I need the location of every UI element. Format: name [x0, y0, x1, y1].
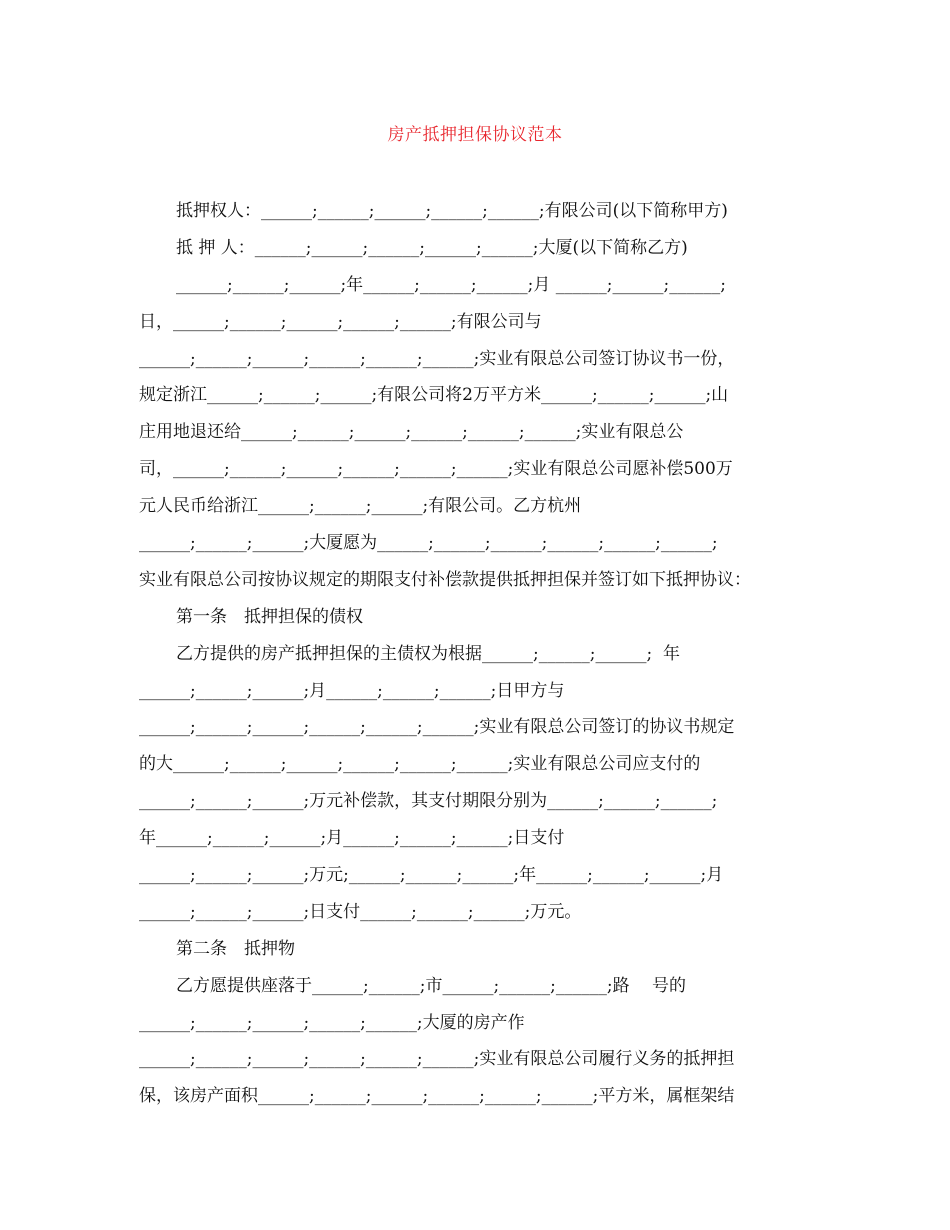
body-line: 司，______;______;______;______;______;______;实业有限总公司愿补偿500万 — [139, 459, 733, 480]
body-line: 抵押权人：______;______;______;______;______;有限公司(以下简称甲方) — [176, 201, 728, 221]
body-line: ______;______;______;年______;______;______;月 ______;______;______; — [176, 274, 726, 295]
body-line: 元人民币给浙江______;______;______;有限公司。乙方杭州 — [139, 496, 582, 517]
body-line: 第一条 抵押担保的债权 — [176, 606, 363, 627]
body-line: ______;______;______;万元补偿款，其支付期限分别为______;______;______; — [139, 791, 718, 812]
body-line: ______;______;______;日支付______;______;______;万元。 — [139, 901, 582, 922]
body-line: 年______;______;______;月______;______;______;日支付 — [139, 828, 565, 849]
body-line: 乙方提供的房产抵押担保的主债权为根据______;______;______; 年 — [176, 643, 680, 664]
body-line: 的大______;______;______;______;______;______;实业有限总公司应支付的 — [139, 754, 701, 775]
body-line: 保，该房产面积______;______;______;______;______;______;平方米，属框架结 — [139, 1086, 735, 1107]
body-line: ______;______;______;______;______;______;实业有限总公司签订协议书一份， — [139, 348, 735, 369]
body-line: 庄用地退还给______;______;______;______;______;______;实业有限总公 — [139, 422, 684, 443]
document-body — [139, 193, 811, 1115]
body-line: 乙方愿提供座落于______;______;市______;______;______;路 号的 — [176, 975, 687, 996]
body-line: ______;______;______;万元;______;______;______;年______;______;______;月 — [139, 865, 724, 886]
body-line: ______;______;______;______;______;大厦的房产作 — [139, 1012, 525, 1033]
body-line: 实业有限总公司按协议规定的期限支付补偿款提供抵押担保并签订如下抵押协议： — [139, 569, 751, 590]
body-line: 日，______;______;______;______;______;有限公司与 — [139, 311, 542, 332]
body-line: ______;______;______;______;______;______;实业有限总公司履行义务的抵押担 — [139, 1049, 735, 1070]
document-title: 房产抵押担保协议范本 — [387, 125, 563, 145]
body-line: 规定浙江______;______;______;有限公司将2万平方米______;______;______;山 — [139, 385, 729, 406]
body-line: ______;______;______;______;______;______;实业有限总公司签订的协议书规定 — [139, 717, 735, 738]
body-line: 第二条 抵押物 — [176, 938, 295, 959]
body-line: 抵 押 人：______;______;______;______;______;大厦(以下简称乙方) — [176, 237, 688, 258]
body-line: ______;______;______;大厦愿为______;______;______;______;______;______; — [139, 533, 718, 554]
body-line: ______;______;______;月______;______;______;日甲方与 — [139, 680, 565, 701]
